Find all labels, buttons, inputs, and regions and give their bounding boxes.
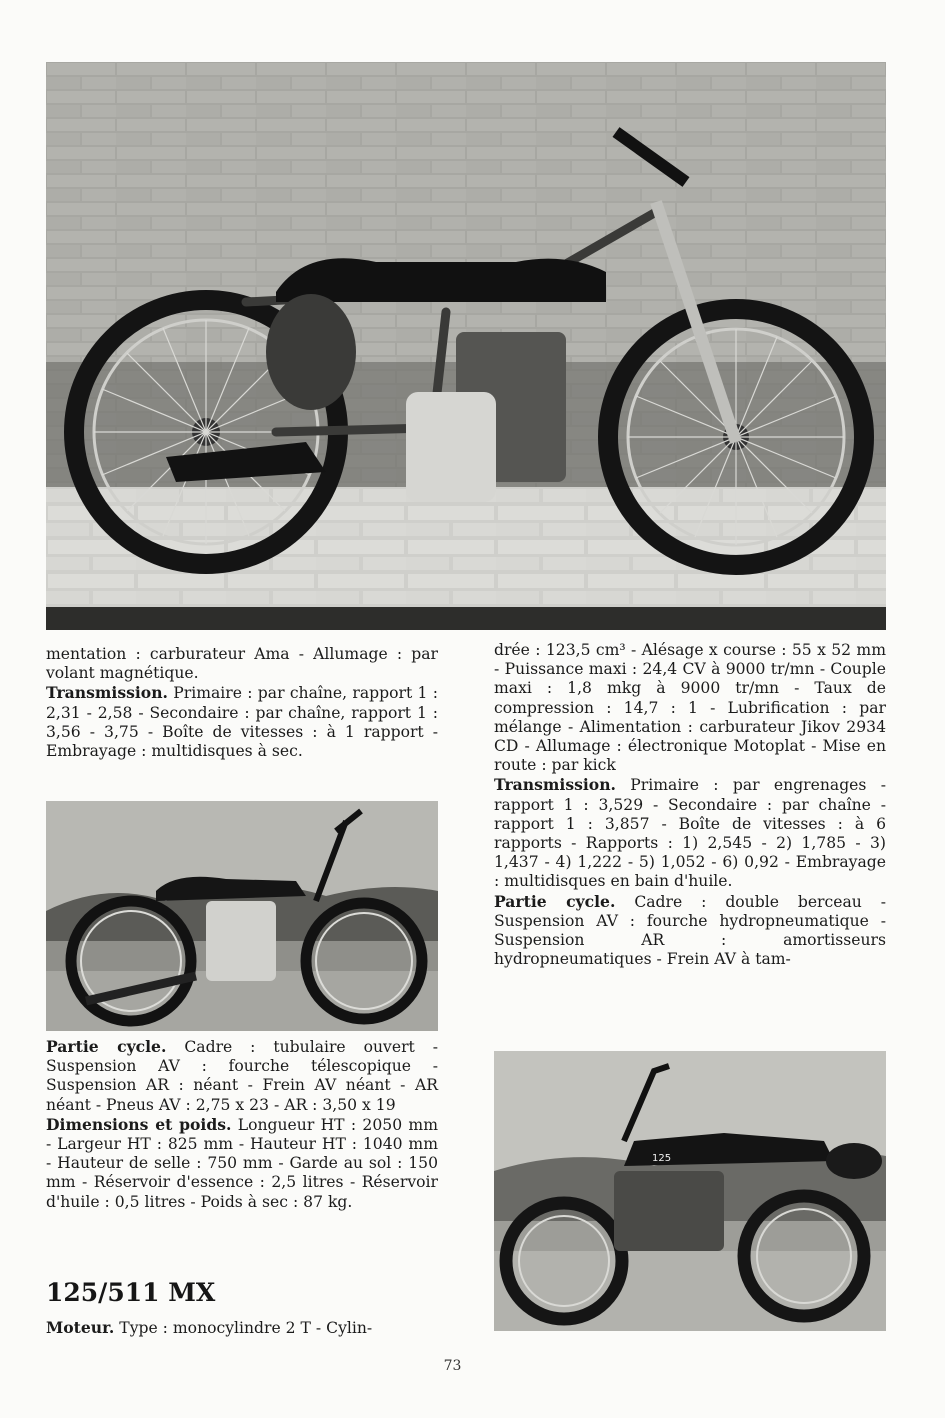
mx-bike-number: 125 bbox=[652, 1153, 672, 1164]
left-column-bottom-text bbox=[46, 1318, 438, 1338]
partie-cycle-text: Cadre : tubulaire ouvert - Suspension AV : fourche télescopique - Suspension AR : néant - Frein AV néant - AR néant - Pneus AV : 2,75 x 23 - AR : 3,50 x 19 bbox=[46, 1038, 438, 1114]
moteur-continued: drée : 123,5 cm³ - Alésage x course : 55 x 52 mm - Puissance maxi : 24,4 CV à 9000 tr/mn - Couple maxi : 1,8 mkg à 9000 tr/mn - Taux de compression : 14,7 : 1 - Lubrification : par mélange - Alimentation : carburateur Jikov 2934 CD - Allumage : électronique Motoplat - Mise en route : par kick bbox=[494, 641, 886, 775]
photo-mx-bike bbox=[494, 1051, 886, 1331]
partie-cycle-label: Partie cycle. bbox=[46, 1037, 167, 1056]
dimensions-label: Dimensions et poids. bbox=[46, 1114, 232, 1134]
transmission-paragraph-right bbox=[494, 775, 886, 891]
partie-cycle-label-right: Partie cycle. bbox=[494, 891, 616, 911]
moteur-paragraph bbox=[46, 1318, 438, 1338]
moteur-label: Moteur. bbox=[46, 1318, 115, 1337]
model-heading: 125/511 MX bbox=[46, 1278, 216, 1307]
photo-speedway-bike-side bbox=[46, 801, 438, 1031]
transmission-label: Transmission. bbox=[46, 683, 168, 703]
transmission-paragraph-left bbox=[46, 683, 438, 761]
right-column-text bbox=[494, 641, 886, 969]
partie-cycle-paragraph-right bbox=[494, 892, 886, 970]
left-column-middle-text bbox=[46, 1037, 438, 1212]
transmission-text-right: Primaire : par engrenages - rapport 1 : 3,529 - Secondaire : par chaîne - rapport 1 : 3,857 - Boîte de vitesses : à 6 rapports - Rapports : 1) 2,545 - 2) 1,785 - 3) 1,437 - 4) 1,222 - 5) 1,052 - 6) 0,92 - Embrayage : multidisques en bain d'huile. bbox=[494, 776, 886, 891]
left-column-top-text bbox=[46, 645, 438, 761]
photo-speedway-bike-main bbox=[46, 62, 886, 630]
partie-cycle-text-right: Cadre : double berceau - Suspension AV : fourche hydropneumatique - Suspension AR : amortisseurs hydropneumatiques - Frein AV à tam- bbox=[494, 892, 887, 969]
partie-cycle-paragraph-left bbox=[46, 1037, 438, 1115]
page-number: 73 bbox=[443, 1358, 462, 1374]
transmission-text: Primaire : par chaîne, rapport 1 : 2,31 - 2,58 - Secondaire : par chaîne, rapport 1 : 3,56 - 3,75 - Boîte de vitesses : à 1 rapport - Embrayage : multidisques à sec. bbox=[46, 684, 438, 761]
alimentation-continued: mentation : carburateur Ama - Allumage : par volant magnétique. bbox=[46, 645, 438, 683]
dimensions-text: Longueur HT : 2050 mm - Largeur HT : 825 mm - Hauteur HT : 1040 mm - Hauteur de selle : 750 mm - Garde au sol : 150 mm - Réservoir d'essence : 2,5 litres - Réservoir d'huile : 0,5 litres - Poids à sec : 87 kg. bbox=[46, 1115, 438, 1211]
transmission-label-right: Transmission. bbox=[494, 775, 616, 795]
dimensions-paragraph bbox=[46, 1115, 438, 1212]
moteur-text: Type : monocylindre 2 T - Cylin- bbox=[114, 1319, 373, 1337]
